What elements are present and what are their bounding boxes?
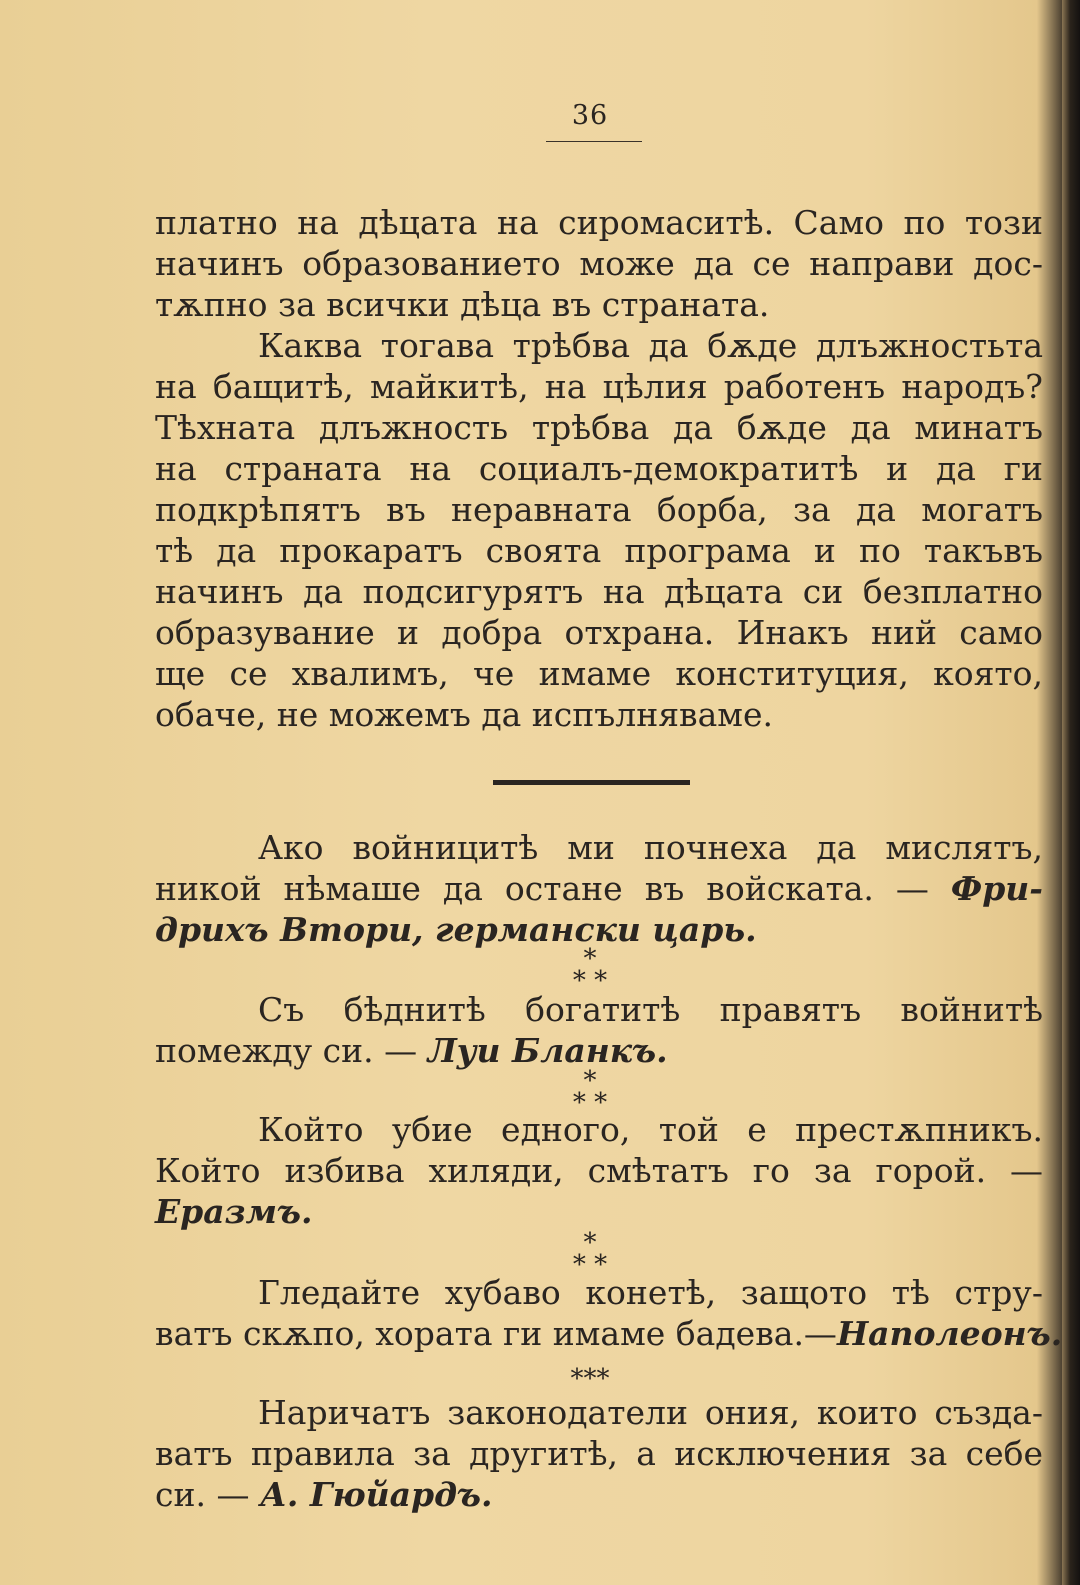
quote-line [155,1031,1043,1071]
quote-text: ватъ скѫпо, хората ги имаме бадева.— [155,1314,837,1353]
text-line: тѣ да прокаратъ своята програма и по такъвъ [155,531,1043,570]
asterism-bottom: * * [572,1250,608,1280]
text-line: Тѣхната длъжность трѣбва да бѫде да минатъ [155,408,1043,447]
section-divider [493,780,690,785]
quote-attribution: Наполеонъ. [836,1314,1063,1353]
book-spine-edge [1062,0,1080,1585]
asterism-top: * [583,944,597,974]
quote-line [155,869,1043,909]
asterism-separator [540,1228,640,1280]
quote-text: си. — [155,1475,250,1514]
quote-attribution: Луи Бланкъ. [427,1031,668,1070]
asterism-top: * [583,1066,597,1096]
quote-line: Наричатъ законодатели ония, които създа- [258,1393,1043,1432]
quote-attribution: А. Гюйардъ. [259,1475,493,1514]
text-line: тѫпно за всички дѣца въ страната. [155,285,770,324]
text-line: на бащитѣ, майкитѣ, на цѣлия работенъ народъ? [155,367,1043,406]
text-line: образувание и добра отхрана. Инакъ ний само [155,613,1043,652]
quote-line [155,1314,1063,1354]
asterism-bottom: * * [572,1088,608,1118]
asterism-separator: *** [570,1364,610,1394]
quote-line: Който избива хиляди, смѣтатъ го за горой. — [155,1151,1043,1190]
quote-line: Който убие едного, той е престѫпникъ. [258,1110,1043,1149]
asterism-separator [540,944,640,996]
quote-line: Гледайте хубаво конетѣ, защото тѣ стру- [258,1273,1043,1312]
page-number-rule [546,141,642,142]
text-line: подкрѣпятъ въ неравната борба, за да могатъ [155,490,1043,529]
page-number: 36 [571,100,609,131]
quote-text: никой нѣмаше да остане въ войската. — [155,869,929,908]
quote-attribution: Еразмъ. [155,1192,313,1231]
quote-line: Съ бѣднитѣ богатитѣ правятъ войнитѣ [258,990,1043,1029]
quote-line: ватъ правила за другитѣ, а исключения за себе [155,1434,1043,1473]
quote-text: помежду си. — [155,1031,418,1070]
text-line: платно на дѣцата на сиромаситѣ. Само по този [155,203,1043,242]
quote-attribution: дрихъ Втори, германски царь. [155,910,757,949]
quote-line: Ако войницитѣ ми почнеха да мислятъ, [258,828,1043,867]
asterism-top: * [583,1228,597,1258]
text-line: обаче, не можемъ да испълняваме. [155,695,773,734]
text-line: на страната на социалъ-демократитѣ и да ги [155,449,1043,488]
quote-line [155,1475,1043,1515]
text-line: начинъ да подсигурятъ на дѣцата си безплатно [155,572,1043,611]
quote-attribution: Фри- [950,869,1043,908]
asterism-bottom: * * [572,966,608,996]
asterism-separator [540,1066,640,1118]
text-line: ще се хвалимъ, че имаме конституция, която, [155,654,1043,693]
text-line: Каква тогава трѣбва да бѫде длъжностьта [258,326,1043,365]
text-line: начинъ образованието може да се направи дос- [155,244,1043,283]
